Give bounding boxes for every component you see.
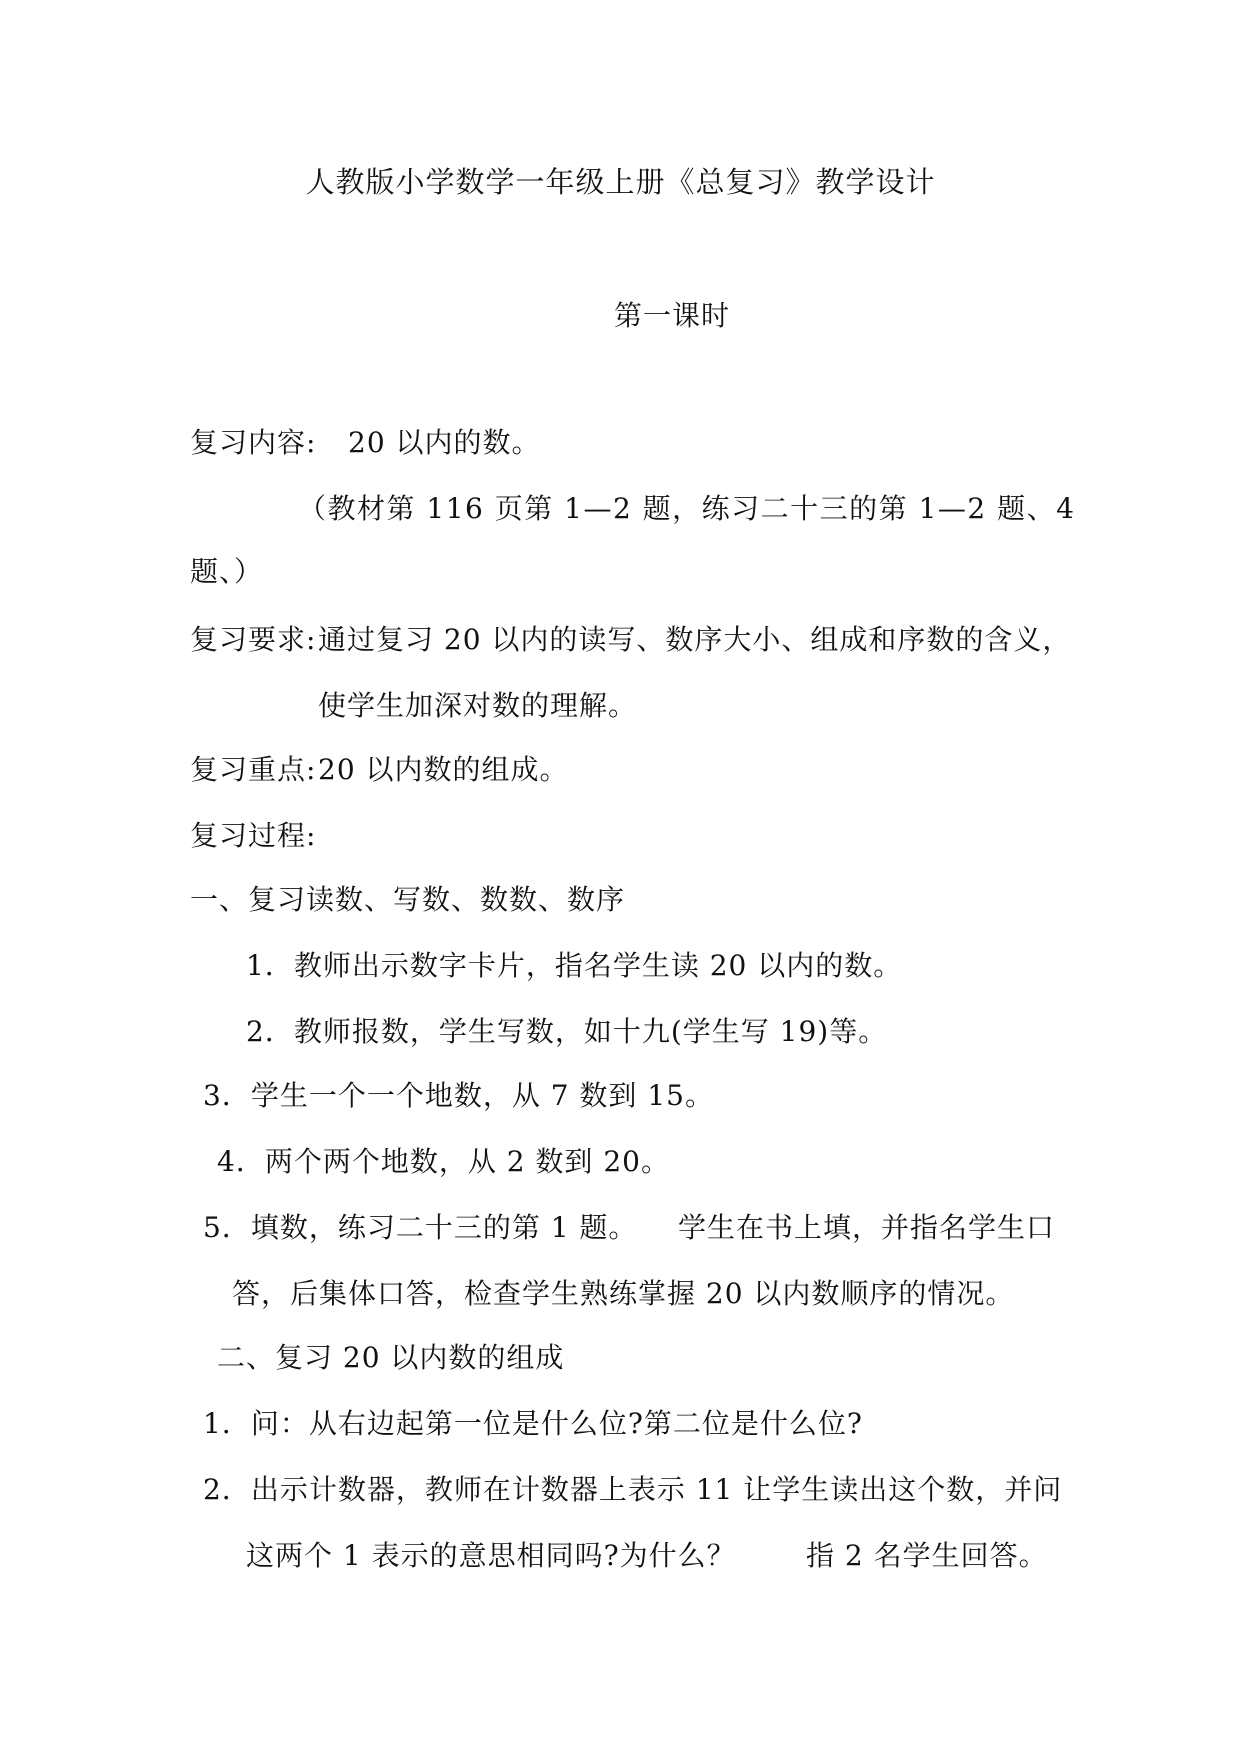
section2-heading: 二、复习 20 以内数的组成 [217,1341,565,1374]
section1-item4: 4．两个两个地数，从 2 数到 20。 [217,1145,670,1178]
lesson-subtitle: 第一课时 [614,299,731,332]
section1-item3: 3．学生一个一个地数，从 7 数到 15。 [203,1079,714,1112]
requirement-label: 复习要求: [190,623,317,656]
textbook-reference-line1: （教材第 116 页第 1—2 题，练习二十三的第 1—2 题、4 [298,492,1076,525]
section1-item5-part3: 答，后集体口答，检查学生熟练掌握 20 以内数顺序的情况。 [232,1277,1015,1310]
requirement-line2: 使学生加深对数的理解。 [318,689,638,722]
review-content-label: 复习内容: [190,426,317,459]
requirement-line1: 通过复习 20 以内的读写、数序大小、组成和序数的含义， [318,623,1072,656]
textbook-reference-line2: 题、） [190,555,264,588]
section1-item5-part2: 学生在书上填，并指名学生口 [678,1211,1056,1244]
section2-item2-part1: 2．出示计数器，教师在计数器上表示 11 让学生读出这个数，并问 [203,1473,1063,1506]
section2-item2-part3: 指 2 名学生回答。 [806,1539,1048,1572]
section1-item2: 2．教师报数，学生写数，如十九(学生写 19)等。 [246,1015,888,1048]
section2-item2-part2: 这两个 1 表示的意思相同吗?为什么？ [246,1539,736,1572]
section1-item5-part1: 5．填数，练习二十三的第 1 题。 [203,1211,638,1244]
review-content-text: 20 以内的数。 [348,426,541,459]
focus-text: 20 以内数的组成。 [318,753,569,786]
focus-label: 复习重点: [190,753,317,786]
document-title: 人教版小学数学一年级上册《总复习》教学设计 [305,165,936,199]
process-label: 复习过程: [190,819,317,852]
section1-heading: 一、复习读数、写数、数数、数序 [190,883,626,916]
section2-item1: 1．问：从右边起第一位是什么位?第二位是什么位? [203,1407,863,1440]
section1-item1: 1．教师出示数字卡片，指名学生读 20 以内的数。 [246,949,903,982]
